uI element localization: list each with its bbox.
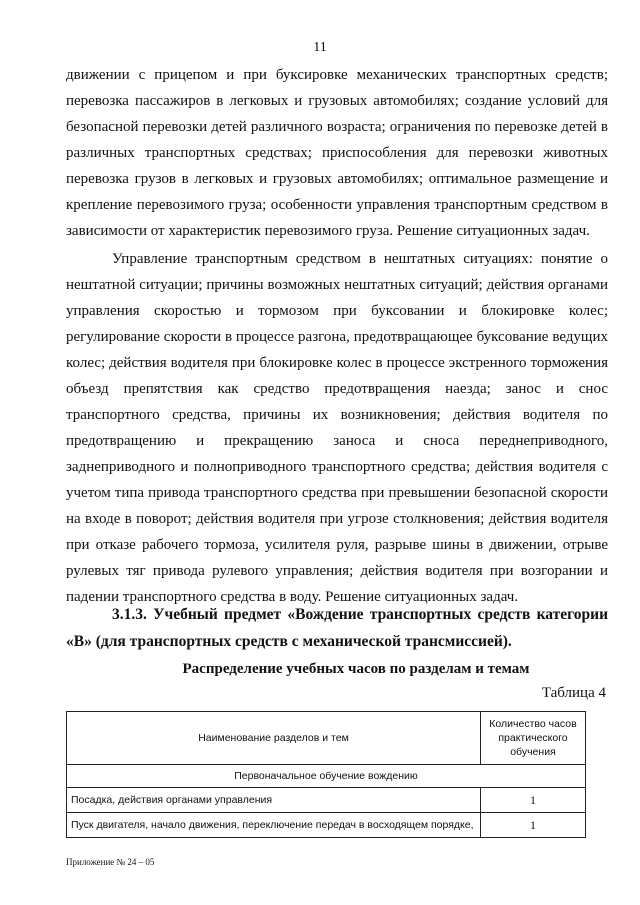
- section-heading: 3.1.3. Учебный предмет «Вождение транспортных средств категории «В» (для транспортных средств с механической трансмиссией).: [66, 606, 608, 650]
- topic-name: Посадка, действия органами управления: [67, 788, 481, 813]
- hours-table: [66, 711, 586, 838]
- topic-name: Пуск двигателя, начало движения, переключение передач в восходящем порядке,: [67, 813, 481, 838]
- column-header-name: Наименование разделов и тем: [67, 712, 481, 765]
- topic-hours: 1: [481, 788, 586, 813]
- table-caption: Распределение учебных часов по разделам и темам: [182, 661, 530, 677]
- table-row: [67, 788, 586, 813]
- table-label: Таблица 4: [541, 685, 606, 701]
- table-row: [67, 813, 586, 838]
- paragraph-emergency: Управление транспортным средством в нештатных ситуациях: понятие о нештатной ситуации; причины возможных нештатных ситуаций; действия органами управления скоростью и тормозом при буксовании и блокировке колес; регулирование скорости в процессе разгона, предотвращающее буксование ведущих колес; действия водителя при блокировке колес в процессе экстренного торможения объезд препятствия как средство предотвращения наезда; занос и снос транспортного средства, причины их возникновения; действия водителя по предотвращению и прекращению заноса и сноса переднеприводного, заднеприводного и полноприводного транспортного средства; действия водителя с учетом типа привода транспортного средства при превышении безопасной скорости на входе в поворот; действия водителя при угрозе столкновения; действия водителя при отказе рабочего тормоза, усилителя руля, разрыве шины в движении, отрыве рулевых тяг привода рулевого управления; действия водителя при возгорании и падении транспортного средства в воду. Решение ситуационных задач.: [66, 251, 608, 605]
- column-header-hours: Количество часов практического обучения: [481, 712, 586, 765]
- topic-hours: 1: [481, 813, 586, 838]
- table-section-title: Первоначальное обучение вождению: [67, 765, 586, 788]
- table-header-row: [67, 712, 586, 765]
- paragraph-cargo: движении с прицепом и при буксировке механических транспортных средств; перевозка пассажиров в легковых и грузовых автомобилях; создание условий для безопасной перевозки детей различного возраста; ограничения по перевозке детей в различных транспортных средствах; приспособления для перевозки животных перевозка грузов в легковых и грузовых автомобилях; оптимальное размещение и крепление перевозимого груза; особенности управления транспортным средством в зависимости от характеристик перевозимого груза. Решение ситуационных задач.: [66, 67, 608, 239]
- table-section-row: [67, 765, 586, 788]
- footer-note: Приложение № 24 – 05: [66, 857, 155, 867]
- body-text: [66, 62, 608, 610]
- page-number: 11: [313, 40, 327, 55]
